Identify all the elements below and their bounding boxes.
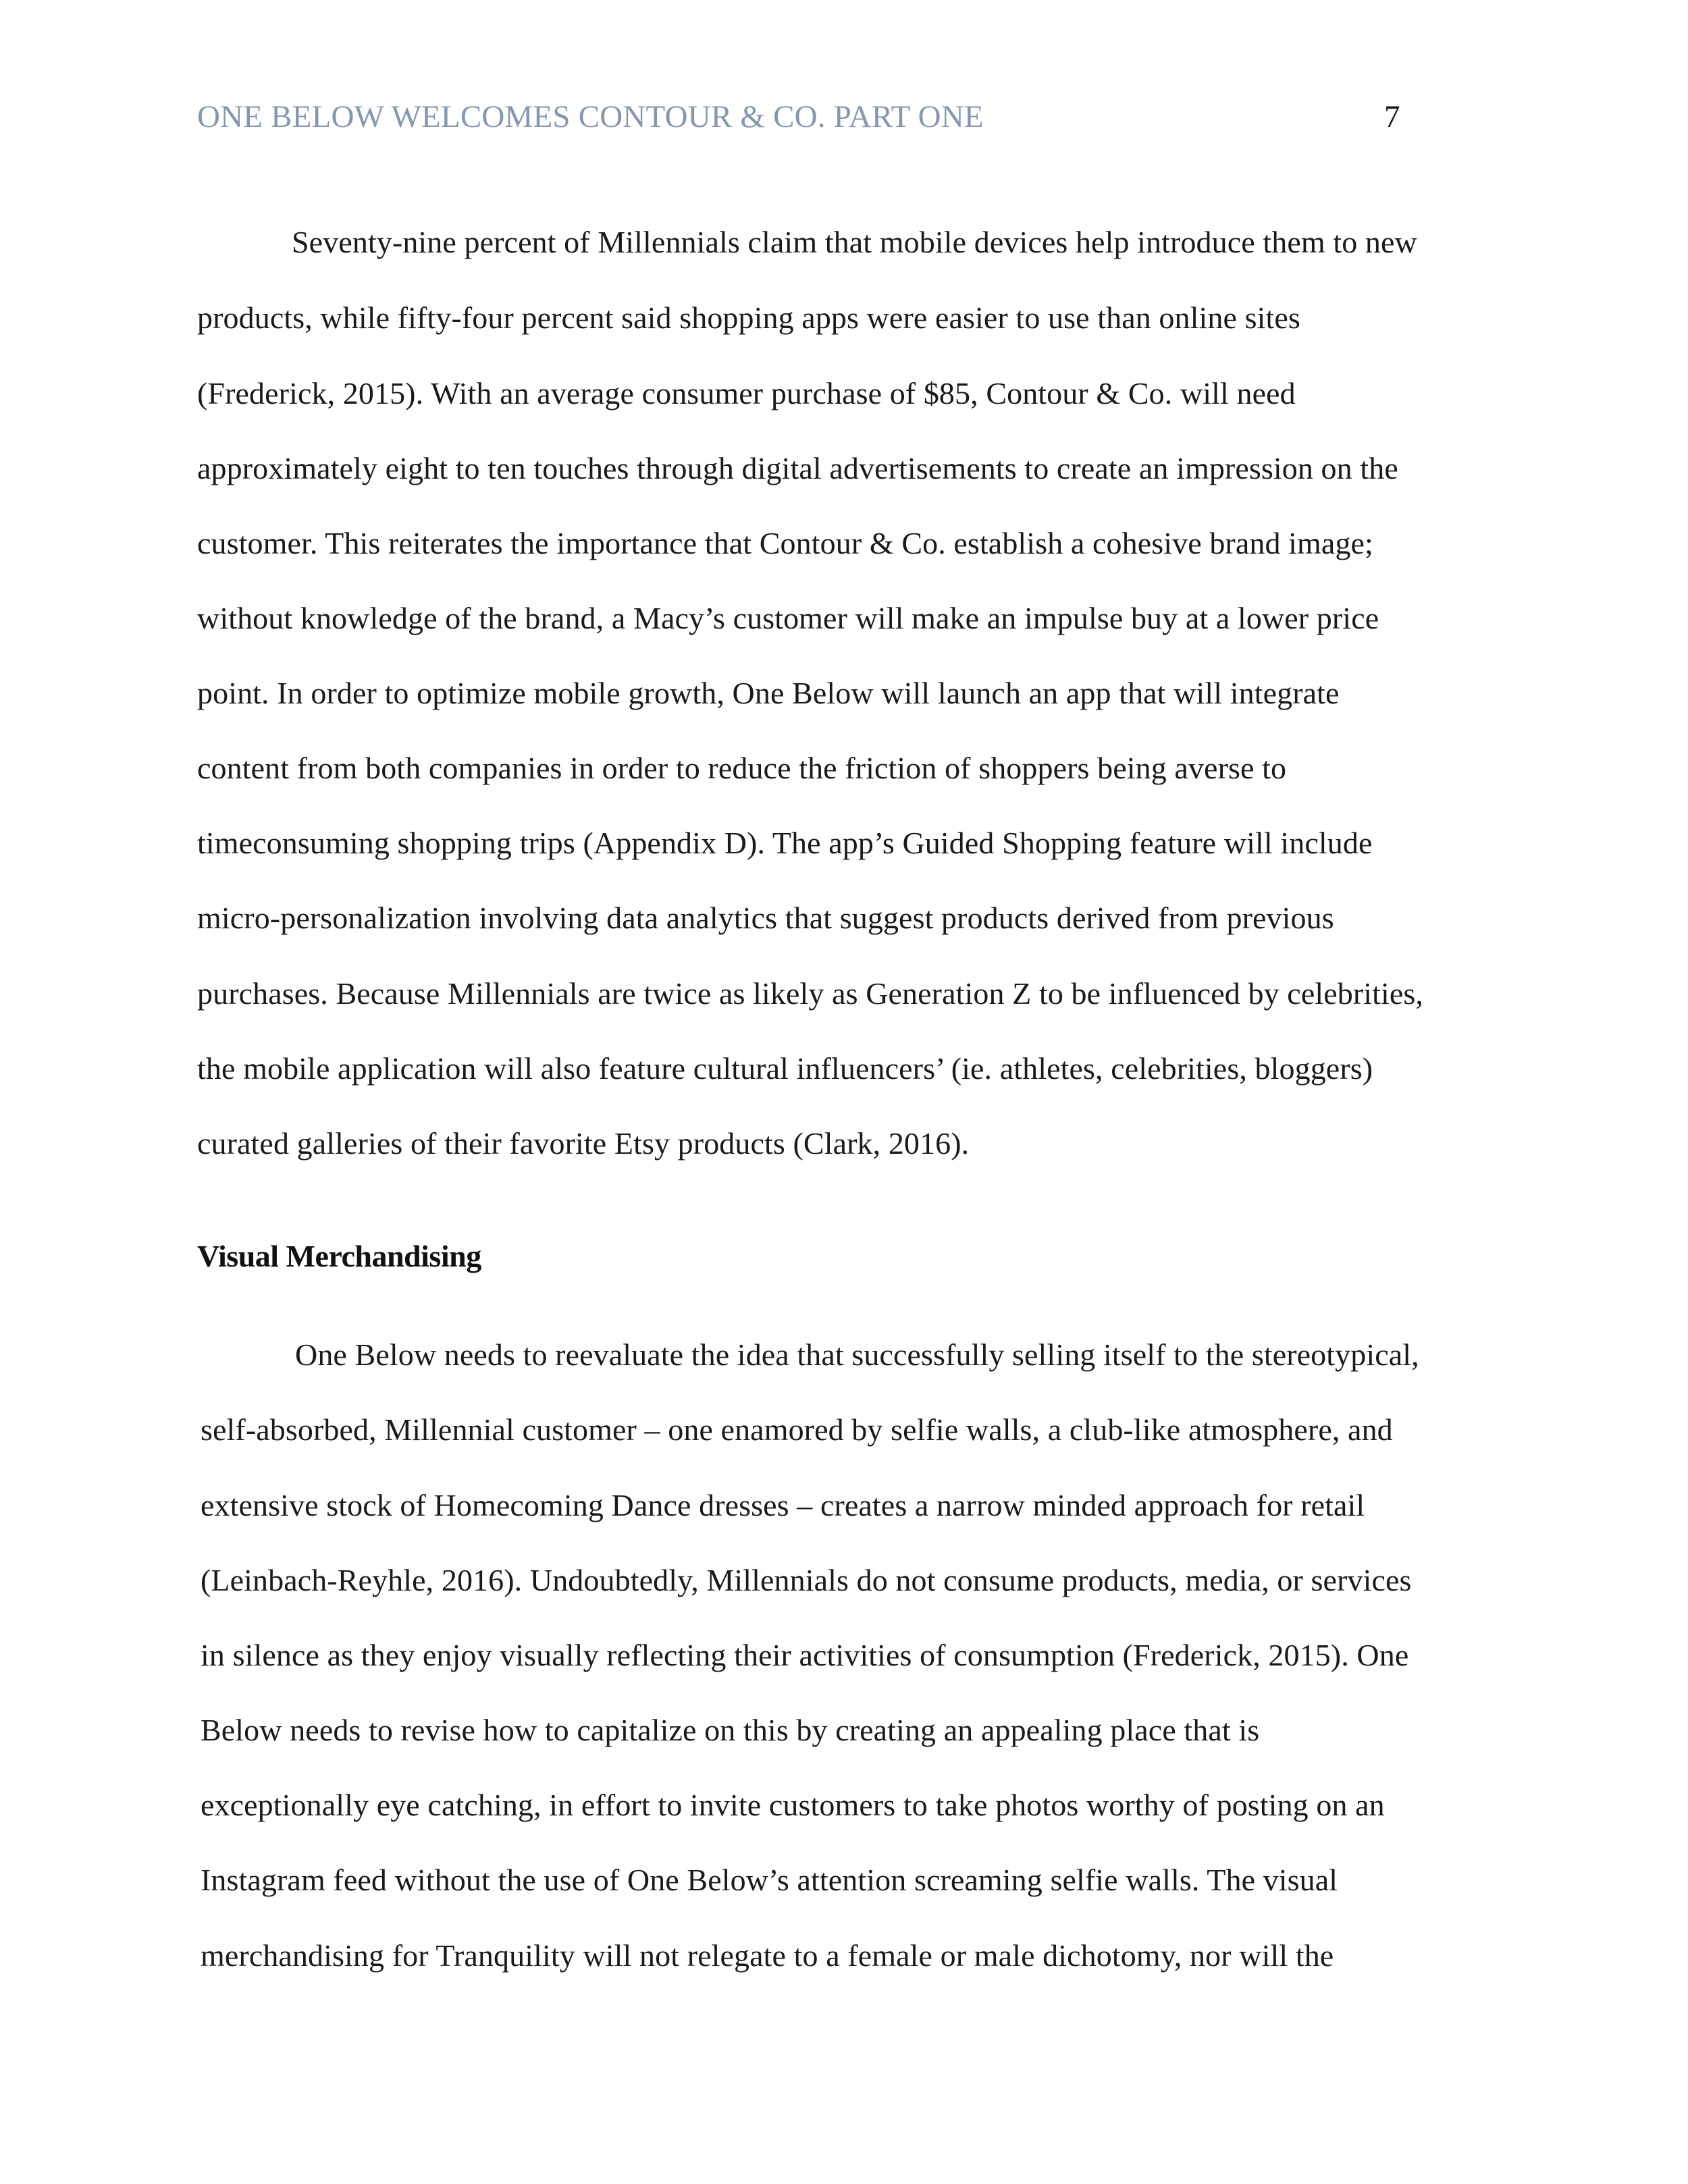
paragraph-2-line: in silence as they enjoy visually reflecting their activities of consumption (Frederick, 2015). One [201, 1638, 1409, 1672]
paragraph-1-line: timeconsuming shopping trips (Appendix D). The app’s Guided Shopping feature will include [197, 826, 1373, 860]
paragraph-1-line: without knowledge of the brand, a Macy’s customer will make an impulse buy at a lower price [197, 601, 1379, 635]
paragraph-2-line: extensive stock of Homecoming Dance dresses – creates a narrow minded approach for retail [201, 1488, 1365, 1522]
paragraph-1-line: Seventy-nine percent of Millennials claim that mobile devices help introduce them to new [292, 225, 1417, 259]
paragraph-1-line: approximately eight to ten touches through digital advertisements to create an impression on the [197, 451, 1398, 485]
section-heading: Visual Merchandising [197, 1239, 481, 1273]
paragraph-1-line: micro-personalization involving data analytics that suggest products derived from previous [197, 901, 1334, 935]
paragraph-1-line: (Frederick, 2015). With an average consumer purchase of $85, Contour & Co. will need [197, 376, 1296, 410]
paragraph-1-line: content from both companies in order to reduce the friction of shoppers being averse to [197, 751, 1287, 785]
paragraph-1-line: point. In order to optimize mobile growth, One Below will launch an app that will integrate [197, 676, 1340, 710]
paragraph-2-line: merchandising for Tranquility will not relegate to a female or male dichotomy, nor will the [201, 1938, 1334, 1973]
paragraph-1-line: products, while fifty-four percent said shopping apps were easier to use than online sites [197, 300, 1300, 335]
paragraph-2-line: Below needs to revise how to capitalize on this by creating an appealing place that is [201, 1713, 1260, 1747]
paragraph-2-line: One Below needs to reevaluate the idea that successfully selling itself to the stereotypical, [295, 1337, 1419, 1372]
paragraph-2-line: (Leinbach-Reyhle, 2016). Undoubtedly, Millennials do not consume products, media, or services [201, 1563, 1412, 1597]
paragraph-1-line: the mobile application will also feature cultural influencers’ (ie. athletes, celebrities, bloggers) [197, 1051, 1373, 1086]
paragraph-1-line: purchases. Because Millennials are twice as likely as Generation Z to be influenced by celebrities, [197, 976, 1424, 1011]
page-number: 7 [1384, 99, 1400, 134]
paragraph-2-line: Instagram feed without the use of One Below’s attention screaming selfie walls. The visual [201, 1863, 1338, 1897]
paragraph-2-line: self-absorbed, Millennial customer – one enamored by selfie walls, a club-like atmosphere, and [201, 1412, 1393, 1447]
paragraph-2-line: exceptionally eye catching, in effort to invite customers to take photos worthy of posting on an [201, 1788, 1385, 1822]
running-head: ONE BELOW WELCOMES CONTOUR & CO. PART ONE [197, 99, 984, 134]
paragraph-1-line: curated galleries of their favorite Etsy products (Clark, 2016). [197, 1126, 970, 1161]
paragraph-1-line: customer. This reiterates the importance that Contour & Co. establish a cohesive brand image; [197, 526, 1373, 560]
